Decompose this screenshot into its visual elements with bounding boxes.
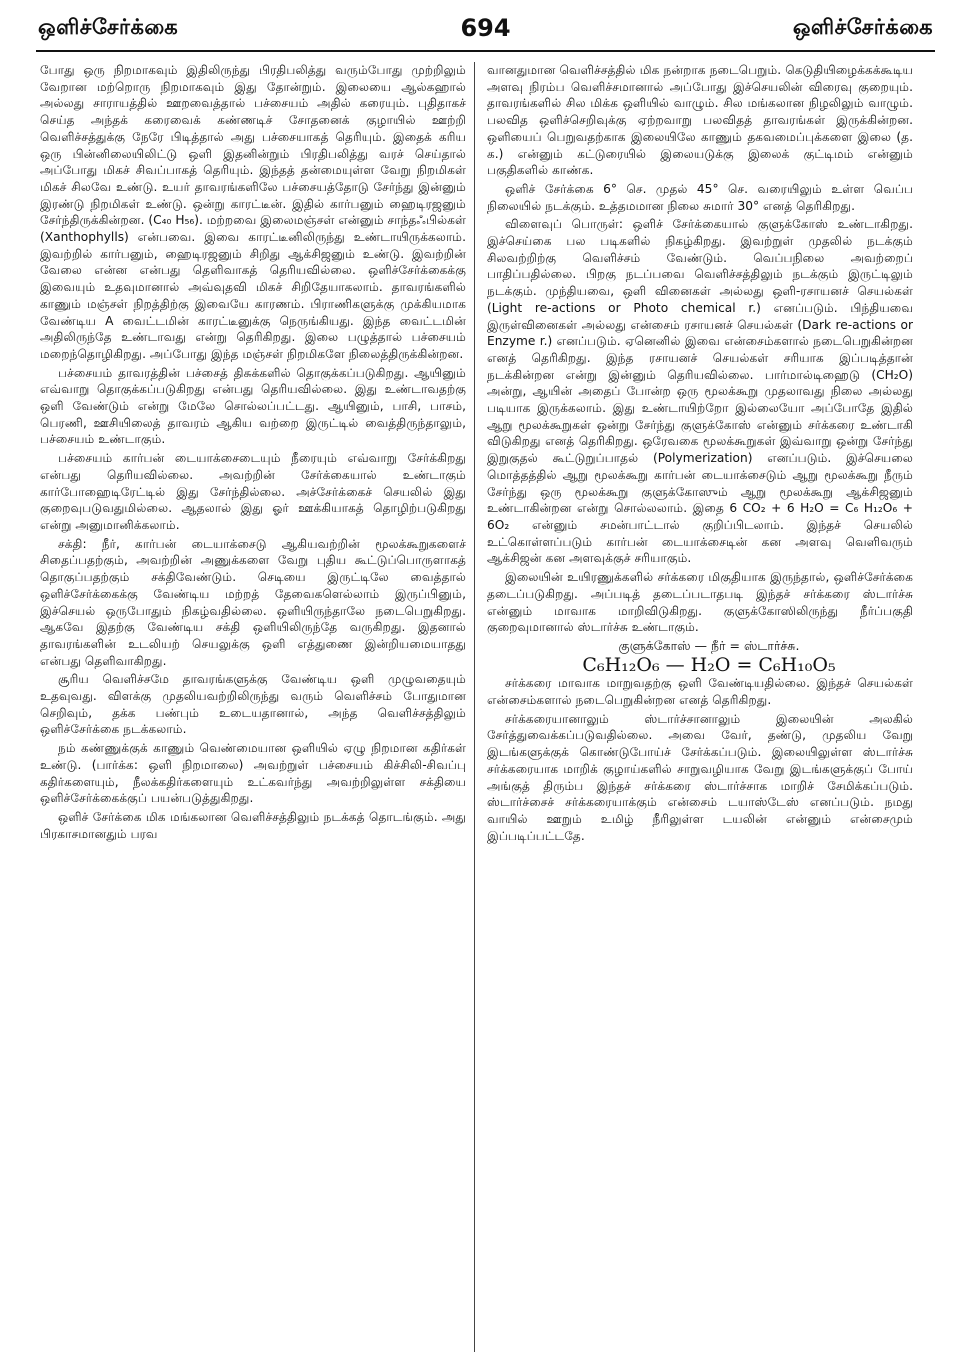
header-left-title: ஒளிச்சேர்க்கை (38, 14, 179, 39)
paragraph: பச்சையம் தாவரத்தின் பச்சைத் திசுக்களில் தொகுக்கப்படுகிறது. ஆயினும் எவ்வாறு தொகுக்கப்படுகிறது என்பது தெரியவில்லை. இது உண்டாவதற்கு ஒளி வேண்டும் என்று மேலே சொல்லப்பட்டது. ஆயினும், பாசி, பாசம், பெரணி, ஊசியிலைத் தாவரம் ஆகிய வற்றை இருட்டில் வைத்திருந்தாலும், பச்சையம் உண்டாகும். (40, 365, 466, 447)
word-equation: குளுக்கோஸ் — நீர் = ஸ்டார்ச்சு. (618, 637, 800, 653)
left-column (40, 62, 466, 1354)
paragraph: ஒளிச் சேர்க்கை மிக மங்கலான வெளிச்சத்திலும் நடக்கத் தொடங்கும். அது பிரகாசமானதும் பரவ (40, 809, 466, 841)
paragraph: சக்தி: நீர், கார்பன் டையாக்சைடு ஆகியவற்றின் மூலக்கூறுகளைச் சிதைப்பதற்கும், அவற்றின் அணுக்களை வேறு புதிய கூட்டுப்பொருளாகத் தொகுப்பதற்கும் சக்திவேண்டும். செடியை இருட்டிலே வைத்தால் ஒளிச்சேர்க்கைக்கு வேண்டிய மற்றத் தேவைகளெல்லாம் இருப்பினும், இச்செயல் ஒருபோதும் நிகழ்வதில்லை. ஒளியிருந்தாலே நடைபெறுகிறது. ஆகவே இதற்கு வேண்டிய சக்தி ஒளியிலிருந்தே வருகிறது. இதனால் தாவரங்களின் உடலியற் செயலுக்கு ஒளி எத்துணை இன்றியமையாதது என்பது தெளிவாகிறது. (40, 536, 466, 668)
paragraph: நம் கண்ணுக்குக் காணும் வெண்மையான ஒளியில் ஏழு நிறமான கதிர்கள் உண்டு. (பார்க்க: ஒளி நிறமாலை) அவற்றுள் பச்சையம் கிச்சிலி-சிவப்பு கதிர்களையும், நீலக்கதிர்களையும் உட்கவர்ந்து அவற்றிலுள்ள சக்தியை ஒளிச்சேர்க்கைக்குப் பயன்படுத்துகிறது. (40, 741, 466, 806)
page-number: 694 (460, 14, 511, 42)
chemical-formula: C₆H₁₂O₆ — H₂O = C₆H₁₀O₅ (582, 653, 836, 676)
page-header (38, 8, 933, 48)
paragraph: விளைவுப் பொருள்: ஒளிச் சேர்க்கையால் குளுக்கோஸ் உண்டாகிறது. இச்செய்கை பல படிகளில் நிகழ்கிறது. இவற்றுள் முதலில் நடக்கும் சிலவற்றிற்கு வெளிச்சம் வேண்டும். வெப்பநிலை அவற்றைப் பாதிப்பதில்லை. பிறகு நடப்பவை வெளிச்சத்திலும் நடக்கும் இருட்டிலும் நடக்கும். முந்தியவை, ஒளி வினைகள் அல்லது ஒளி-ரசாயனச் செயல்கள் (Light re-actions or Photo chemical r.) எனப்படும். பிந்தியவை இருள்வினைகள் அல்லது என்சைம் ரசாயனச் செயல்கள் (Dark re-actions or Enzyme r.) எனப்படும். ஏனெனில் இவை என்சைம்களால் நடைபெறுகின்றன எனத் தெரிகிறது. இந்த ரசாயனச் செயல்கள் சரியாக இப்படித்தான் நடக்கின்றன என்று இன்னும் தெரியவில்லை. பார்மால்டிஹைடு (CH₂O) அன்று, ஆயின் அதைப் போன்ற ஒரு மூலக்கூறு முதலாவது நிலை அல்லது படியாக இருக்கலாம். இது உண்டாயிற்றோ இல்லையோ அப்போதே இதில் ஆறு மூலக்கூறுகள் ஒன்று சேர்ந்து குளுக்கோஸ் என்னும் சர்க்கரை உண்டாகி விடுகிறது எனத் தெரிகிறது. ஒரேவகை மூலக்கூறுகள் இவ்வாறு ஒன்று சேர்ந்து இறுகுதல் கூட்டுறுப்பாதல் (Polymerization) எனப்படும். இச்செயலை மொத்தத்தில் ஆறு மூலக்கூறு கார்பன் டையாக்சைடும் ஆறு மூலக்கூறு நீரும் சேர்ந்து ஒரு மூலக்கூறு குளுக்கோஸும் ஆறு மூலக்கூறு ஆக்சிஜனும் உண்டாகின்றன என்று சொல்லலாம். இதை 6 CO₂ + 6 H₂O = C₆ H₁₂O₆ + 6O₂ என்னும் சமன்பாட்டால் குறிப்பிடலாம். இந்தச் செயலில் உட்கொள்ளப்படும் கார்பன் டையாக்சைடின் கன அளவு வெளிவரும் ஆக்சிஜன் கன அளவுக்குச் சரியாகும். (487, 217, 913, 566)
paragraph: போது ஒரு நிறமாகவும் இதிலிருந்து பிரதிபலித்து வரும்போது முற்றிலும் வேறான மற்றொரு நிறமாகவும் இது தோன்றும். இலையை ஆல்கஹால் அல்லது சாராயத்தில் ஊறவைத்தால் பச்சையம் அதில் கரையும். புதிதாகச் செய்த அந்தக் கரைவைக் கண்ணடிச் சோதனைக் குழாயில் ஊற்றி வெளிச்சத்துக்கு நேரே பிடித்தால் அது பச்சையாகத் தெரியும். இதைக் கரிய ஒரு பின்னிலையிலிட்டு ஒளி இதனின்றும் பிரதிபலித்து வரச் செய்தால் அப்போது மிகச் சிவப்பாகத் தெரியும். இந்தத் தன்மையுள்ள வேறு நிறமிகள் மிகச் சிலவே உண்டு. உயர் தாவரங்களிலே பச்சையத்தோடு சேர்ந்து இன்னும் இரண்டு நிறமிகள் உண்டு. ஒன்று காரட்டீன். இதில் கார்பனும் ஹைடிரஜனும் சேர்ந்திருக்கின்றன. (C₄₀ H₅₆). மற்றவை இலைமஞ்சள் என்னும் சாந்தஃபில்கள் (Xanthophylls) என்பவை. இவை காரட்டீனிலிருந்து உண்டாயிருக்கலாம். இவற்றில் கார்பனும், ஹைடிரஜனும் சிறிது ஆக்சிஜனும் உண்டு. இவற்றின் வேலை என்ன என்பது தெளிவாகத் தெரியவில்லை. ஒளிச்சேர்க்கைக்கு இவையும் உதவுமானால் அவ்வுதவி மிகச் சிறிதேயாகலாம். தாவரங்களில் காணும் மஞ்சள் நிறத்திற்கு இவையே காரணம். பிராணிகளுக்கு முக்கியமாக வேண்டிய A வைட்டமின் காரட்டீனுக்கு நெருங்கியது. இந்த வைட்டமின் அதிலிருந்தே உண்டாவது என்று தெரிகிறது. இலை பழுத்தால் பச்சையம் மறைந்தொழிகிறது. அப்போது இந்த மஞ்சள் நிறமிகளே நிலைத்திருக்கின்றன. (40, 63, 466, 361)
paragraph: வானதுமான வெளிச்சத்தில் மிக நன்றாக நடைபெறும். கெடுதியிழைக்கக்கூடிய அளவு நிரம்ப வெளிச்சமானால் அப்போது இச்செயலின் விரைவு குறையும். தாவரங்களில் சில மிக்க ஒளியில் வாழும். சில மங்கலான நிழலிலும் வாழும். பலவித ஒளிச்செறிவுக்கு ஏற்றவாறு பலவிதத் தாவரங்கள் இருக்கின்றன. ஒளியைப் பெறுவதற்காக இலையிலே காணும் தகவமைப்புக்களை இலை (த. க.) என்னும் கட்டுரையில் இலையடுக்கு இலைக் குட்டிமம் என்னும் பகுதிகளில் காண்க. (487, 63, 913, 178)
column-divider (474, 62, 475, 1352)
paragraph: சர்க்கரை மாவாக மாறுவதற்கு ஒளி வேண்டியதில்லை. இந்தச் செயல்கள் என்சைம்களால் நடைபெறுகின்றன எனத் தெரிகிறது. (487, 676, 913, 708)
header-right-title: ஒளிச்சேர்க்கை (792, 14, 933, 39)
paragraph: சர்க்கரையானாலும் ஸ்டார்ச்சானாலும் இலையின் அலகில் சேர்த்துவைக்கப்படுவதில்லை. அவை வேர், தண்டு, முதலிய வேறு இடங்களுக்குக் கொண்டுபோய்ச் சேர்க்கப்படும். இலையிலுள்ள ஸ்டார்ச்சு சர்க்கரையாக மாறிக் குழாய்களில் சாறுவழியாக வேறு இடங்களுக்குப் போய் அங்குத் திரும்ப இந்தச் சர்க்கரை ஸ்டார்ச்சாக மாறிச் சேமிக்கப்படும். ஸ்டார்ச்சைச் சர்க்கரையாக்கும் என்சைம் டயாஸ்டேஸ் எனப்படும். நமது வாயில் ஊறும் உமிழ் நீரிலுள்ள டயலின் என்னும் என்சைமும் இப்படிப்பட்டதே. (487, 711, 913, 843)
paragraph: இலையின் உயிரணுக்களில் சர்க்கரை மிகுதியாக இருந்தால், ஒளிச்சேர்க்கை தடைப்படுகிறது. அப்படித் தடைப்படாதபடி இந்தச் சர்க்கரை ஸ்டார்ச்சு என்னும் மாவாக மாறிவிடுகிறது. குளுக்கோஸிலிருந்து நீர்ப்பகுதி குறைவுமானால் ஸ்டார்ச்சு உண்டாகும். (487, 570, 913, 635)
paragraph: பச்சையம் கார்பன் டையாக்சைடையும் நீரையும் எவ்வாறு சேர்க்கிறது என்பது தெரியவில்லை. அவற்றின் சேர்க்கையால் உண்டாகும் கார்போஹைடிரேட்டில் இது சேர்ந்தில்லை. அச்சேர்க்கைச் செயலில் இது குறைவுபடுவதுமில்லை. ஆதலால் இது ஓர் ஊக்கியாகத் தொழிற்படுகிறது என்று அனுமானிக்கலாம். (40, 451, 466, 532)
header-rule (36, 50, 935, 52)
right-column (487, 62, 913, 1354)
paragraph: சூரிய வெளிச்சமே தாவரங்களுக்கு வேண்டிய ஒளி முழுவதையும் உதவுவது. விளக்கு முதலியவற்றிலிருந்து வரும் வெளிச்சம் போதுமான செறிவும், தக்க பண்பும் உடையதானால், அந்த வெளிச்சத்திலும் ஒளிச்சேர்க்கை நடக்கலாம். (40, 672, 466, 737)
paragraph: ஒளிச் சேர்க்கை 6° செ. முதல் 45° செ. வரையிலும் உள்ள வெப்ப நிலையில் நடக்கும். உத்தமமான நிலை சுமார் 30° எனத் தெரிகிறது. (487, 181, 913, 213)
